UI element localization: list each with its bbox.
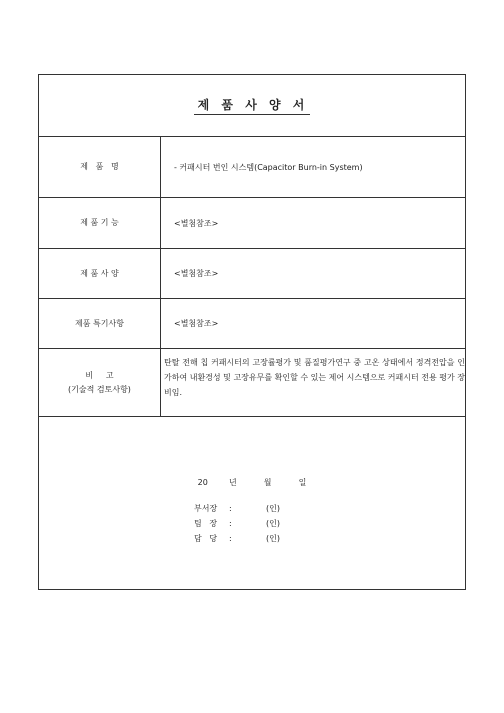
- signature-colon: :: [229, 534, 232, 543]
- remarks-label: [39, 349, 161, 416]
- remarks-text: 탄탈 전해 칩 커패시터의 고장률평가 및 품질평가연구 중 고온 상태에서 정격전압을 인가하여 내환경성 및 고장유무를 확인할 수 있는 제어 시스템으로 커패시터 전용 평가 장비임.: [164, 358, 465, 397]
- signature-seal: (인): [266, 534, 280, 543]
- product-spec-value: <별첨참조>: [174, 269, 219, 278]
- signature-colon: :: [229, 519, 232, 528]
- remarks-label-subtitle: (기술적 검토사항): [68, 384, 131, 394]
- product-name-row: [39, 137, 465, 198]
- document-title: 제 품 사 양 서: [194, 96, 311, 115]
- signature-seal: (인): [266, 519, 280, 528]
- signature-line-person-in-charge: [194, 532, 280, 546]
- signature-colon: :: [229, 504, 232, 513]
- signature-role: 담 당: [194, 534, 218, 543]
- date-year: 20: [197, 478, 208, 487]
- signature-line-department-head: [194, 502, 280, 516]
- signature-seal: (인): [266, 504, 280, 513]
- product-name-value: - 커패시터 번인 시스템(Capacitor Burn-in System): [174, 162, 363, 172]
- remarks-row: [39, 349, 465, 417]
- signature-role: 부서장: [194, 504, 218, 513]
- date-month-unit: 월: [263, 478, 272, 487]
- date-day-unit: 일: [298, 478, 307, 487]
- product-function-label: 제 품 기 능: [39, 198, 161, 248]
- product-name-label: 제 품 명: [39, 137, 161, 197]
- product-notes-label: 제품 특기사항: [39, 299, 161, 348]
- product-function-row: [39, 198, 465, 249]
- product-spec-label: 제 품 사 양: [39, 249, 161, 298]
- product-function-value: <별첨참조>: [174, 218, 219, 228]
- signature-role: 팀 장: [194, 519, 218, 528]
- signature-line-team-leader: [194, 517, 280, 531]
- date-line: [39, 477, 465, 488]
- spec-sheet-frame: [38, 74, 466, 590]
- product-notes-value: <별첨참조>: [174, 319, 219, 328]
- remarks-label-title: 비 고: [85, 370, 114, 380]
- title-row: [39, 75, 465, 137]
- date-year-unit: 년: [228, 478, 237, 487]
- product-notes-row: [39, 299, 465, 349]
- product-spec-row: [39, 249, 465, 299]
